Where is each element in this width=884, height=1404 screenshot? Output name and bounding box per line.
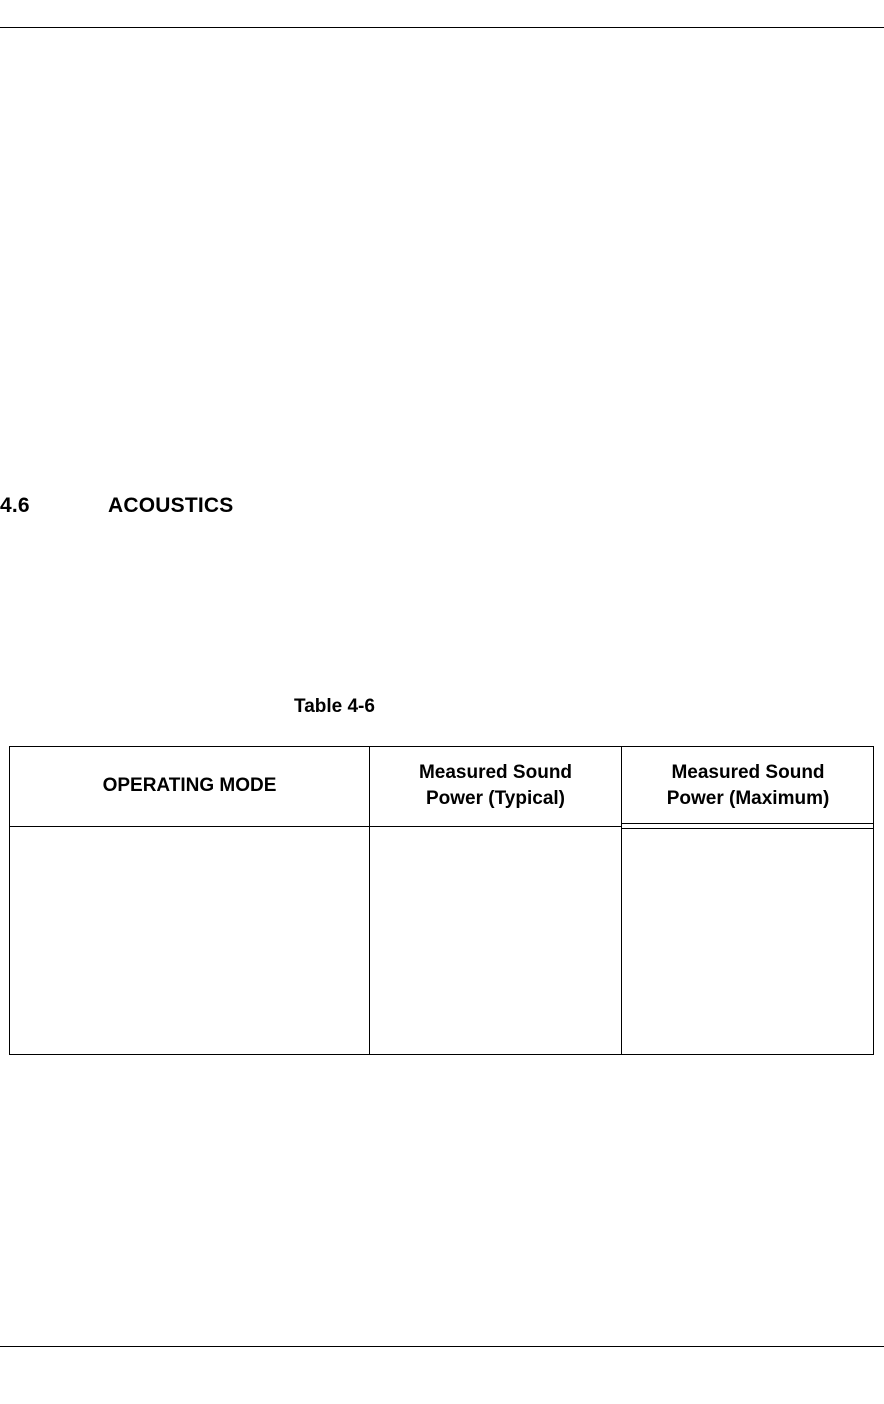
header-sound-power-typical xyxy=(370,747,621,825)
header-operating-mode xyxy=(10,747,369,825)
page-footer-rule xyxy=(0,1346,884,1347)
page-header-rule xyxy=(0,27,884,28)
table-cell-operating-mode xyxy=(10,829,369,1054)
acoustics-table xyxy=(9,746,874,1055)
header-operating-mode-label: OPERATING MODE xyxy=(102,775,277,796)
section-number: 4.6 xyxy=(0,494,30,517)
table-cell-maximum xyxy=(622,829,874,1054)
header-sound-power-maximum-label: Measured Sound Power (Maximum) xyxy=(666,762,830,809)
header-sound-power-typical-label: Measured Sound Power (Typical) xyxy=(418,762,573,809)
table-cell-typical xyxy=(370,829,621,1054)
header-sound-power-maximum xyxy=(622,747,874,825)
header-rule xyxy=(10,826,621,827)
section-title: ACOUSTICS xyxy=(108,494,234,517)
table-caption: Table 4-6 xyxy=(294,696,375,717)
